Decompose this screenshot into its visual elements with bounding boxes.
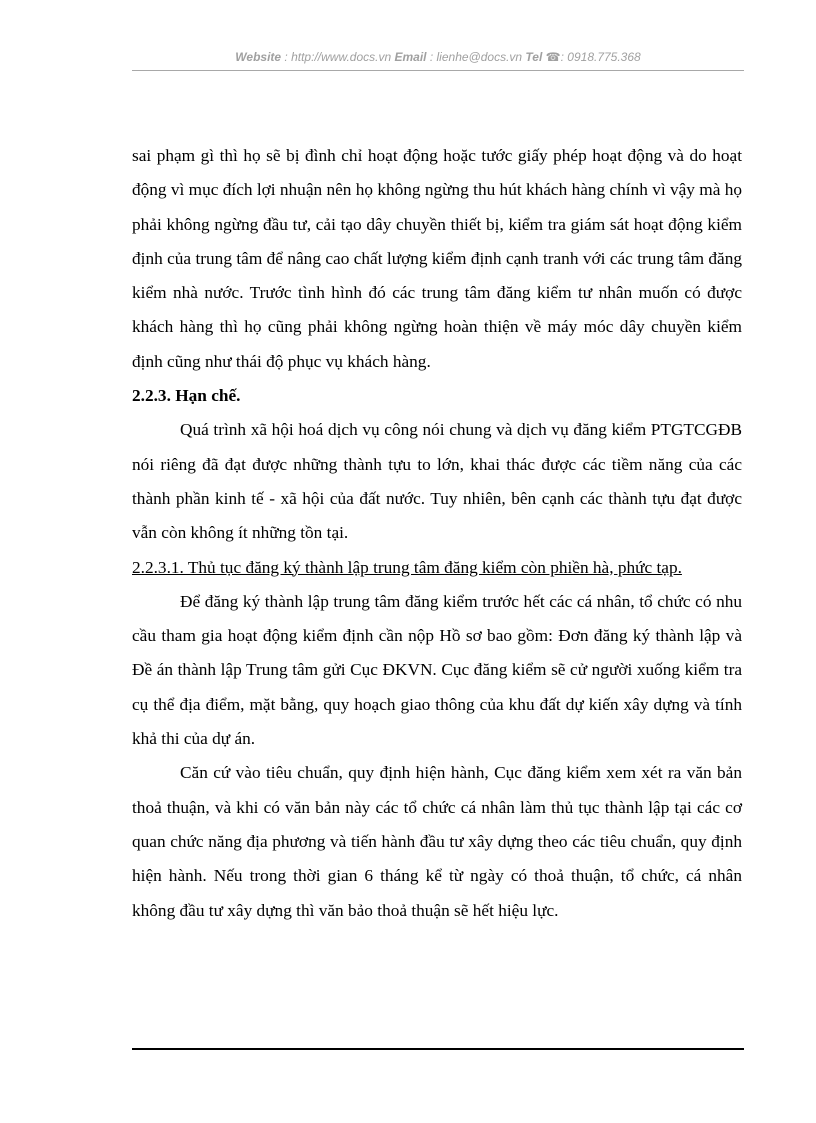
website-label: Website bbox=[235, 50, 282, 64]
header-divider bbox=[132, 70, 744, 71]
page-header bbox=[132, 50, 744, 64]
tel-label: Tel bbox=[525, 50, 543, 64]
website-url[interactable]: : http://www.docs.vn bbox=[284, 50, 392, 64]
section-heading-2-2-3: 2.2.3. Hạn chế. bbox=[132, 386, 241, 406]
email-address[interactable]: : lienhe@docs.vn bbox=[429, 50, 523, 64]
footer-divider bbox=[132, 1048, 744, 1050]
paragraph-limitations-intro: Quá trình xã hội hoá dịch vụ công nói chung và dịch vụ đăng kiểm PTGTCGĐB nói riêng đã đạt được những thành tựu to lớn, khai thác được các tiềm năng của các thành phần kinh tế - xã hội của đất nước. Tuy nhiên, bên cạnh các thành tựu đạt được vẫn còn không ít những tồn tại. bbox=[132, 420, 742, 543]
paragraph-registration-procedure: Để đăng ký thành lập trung tâm đăng kiểm trước hết các cá nhân, tổ chức có nhu cầu tham gia hoạt động kiểm định cần nộp Hồ sơ bao gồm: Đơn đăng ký thành lập và Đề án thành lập Trung tâm gửi Cục ĐKVN. Cục đăng kiểm sẽ cử người xuống kiểm tra cụ thể địa điểm, mặt bằng, quy hoạch giao thông của khu đất dự kiến xây dựng và tính khả thi của dự án. bbox=[132, 591, 742, 749]
email-label: Email bbox=[394, 50, 427, 64]
paragraph-continuation: sai phạm gì thì họ sẽ bị đình chỉ hoạt động hoặc tước giấy phép hoạt động và do hoạt động vì mục đích lợi nhuận nên họ không ngừng thu hút khách hàng chính vì vậy mà họ phải không ngừng đầu tư, cải tạo dây chuyền thiết bị, kiểm tra giám sát hoạt động kiểm định của trung tâm để nâng cao chất lượng kiểm định cạnh tranh với các trung tâm đăng kiểm nhà nước. Trước tình hình đó các trung tâm đăng kiểm tư nhân muốn có được khách hàng thì họ cũng phải không ngừng hoàn thiện về máy móc dây chuyền kiểm định cũng như thái độ phục vụ khách hàng. bbox=[132, 146, 742, 371]
phone-icon: ☎ bbox=[545, 50, 561, 64]
paragraph-approval-process: Căn cứ vào tiêu chuẩn, quy định hiện hành, Cục đăng kiểm xem xét ra văn bản thoả thuận, và khi có văn bản này các tổ chức cá nhân làm thủ tục thành lập tại các cơ quan chức năng địa phương và tiến hành đầu tư xây dựng theo các tiêu chuẩn, quy định hiện hành. Nếu trong thời gian 6 tháng kể từ ngày có thoả thuận, tổ chức, cá nhân không đầu tư xây dựng thì văn bảo thoả thuận sẽ hết hiệu lực. bbox=[132, 763, 742, 920]
subsection-heading-2-2-3-1: 2.2.3.1. Thủ tục đăng ký thành lập trung tâm đăng kiểm còn phiền hà, phức tạp. bbox=[132, 557, 682, 577]
tel-number: : 0918.775.368 bbox=[560, 50, 641, 64]
document-body bbox=[132, 139, 742, 928]
